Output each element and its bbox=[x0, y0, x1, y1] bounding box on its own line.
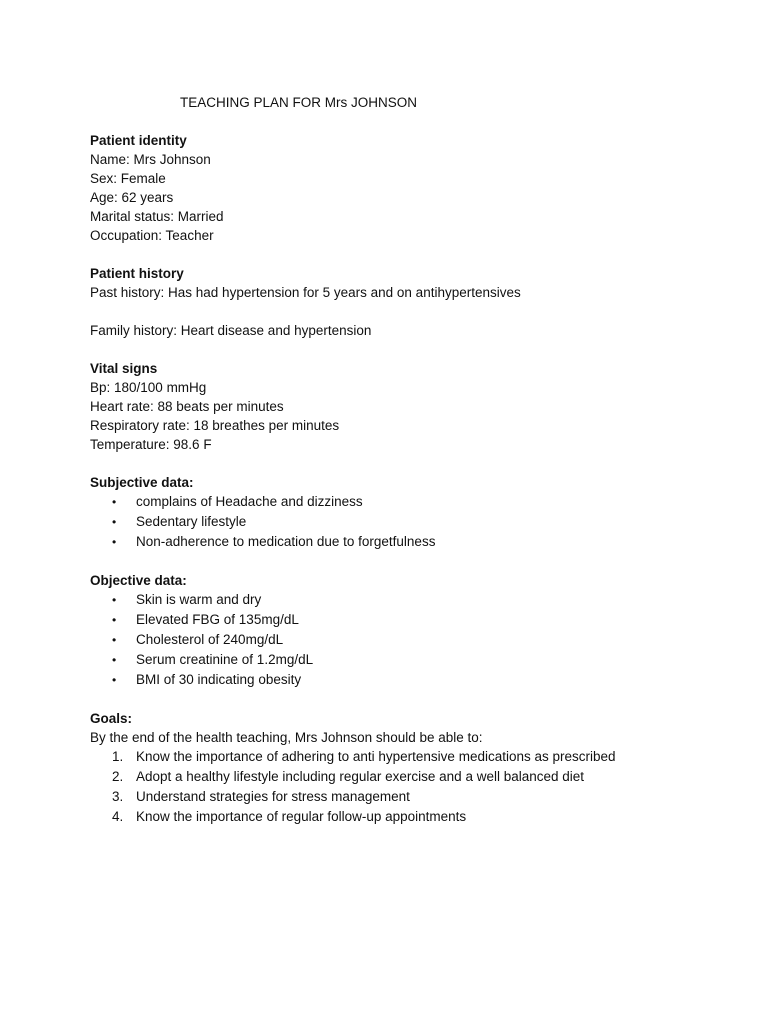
patient-sex: Sex: Female bbox=[90, 171, 166, 186]
patient-marital-status: Marital status: Married bbox=[90, 209, 224, 224]
bullet-icon: • bbox=[112, 515, 117, 529]
patient-name: Name: Mrs Johnson bbox=[90, 152, 211, 167]
list-item-text: Cholesterol of 240mg/dL bbox=[136, 632, 284, 647]
subjective-data-heading: Subjective data: bbox=[90, 475, 194, 490]
goals-list bbox=[90, 747, 730, 827]
patient-identity-heading: Patient identity bbox=[90, 133, 187, 148]
objective-data-heading: Objective data: bbox=[90, 573, 187, 588]
list-item bbox=[90, 532, 730, 552]
list-item bbox=[90, 767, 730, 787]
list-item-text: Understand strategies for stress management bbox=[136, 789, 410, 804]
document-title: TEACHING PLAN FOR Mrs JOHNSON bbox=[180, 95, 418, 110]
past-history: Past history: Has had hypertension for 5 years and on antihypertensives bbox=[90, 285, 521, 300]
list-item bbox=[90, 650, 730, 670]
patient-history-heading: Patient history bbox=[90, 266, 184, 281]
spacer bbox=[90, 454, 730, 473]
list-number: 4. bbox=[112, 809, 124, 824]
list-number: 3. bbox=[112, 789, 124, 804]
list-item bbox=[90, 590, 730, 610]
bullet-icon: • bbox=[112, 653, 117, 667]
spacer bbox=[90, 690, 730, 709]
goals-intro: By the end of the health teaching, Mrs Johnson should be able to: bbox=[90, 730, 483, 745]
list-item-text: Elevated FBG of 135mg/dL bbox=[136, 612, 299, 627]
list-item-text: Skin is warm and dry bbox=[136, 592, 262, 607]
bullet-icon: • bbox=[112, 535, 117, 549]
list-item bbox=[90, 670, 730, 690]
list-item-text: Know the importance of regular follow-up appointments bbox=[136, 809, 467, 824]
patient-occupation: Occupation: Teacher bbox=[90, 228, 214, 243]
spacer bbox=[90, 245, 730, 264]
vital-heart-rate: Heart rate: 88 beats per minutes bbox=[90, 399, 284, 414]
list-item bbox=[90, 610, 730, 630]
list-number: 2. bbox=[112, 769, 124, 784]
list-item bbox=[90, 807, 730, 827]
spacer bbox=[90, 552, 730, 571]
bullet-icon: • bbox=[112, 593, 117, 607]
document-body bbox=[90, 131, 730, 827]
vital-signs-heading: Vital signs bbox=[90, 361, 158, 376]
patient-age: Age: 62 years bbox=[90, 190, 174, 205]
list-item-text: Serum creatinine of 1.2mg/dL bbox=[136, 652, 314, 667]
vital-bp: Bp: 180/100 mmHg bbox=[90, 380, 207, 395]
list-number: 1. bbox=[112, 749, 124, 764]
family-history: Family history: Heart disease and hypertension bbox=[90, 323, 372, 338]
list-item bbox=[90, 747, 730, 767]
list-item-text: complains of Headache and dizziness bbox=[136, 494, 363, 509]
bullet-icon: • bbox=[112, 673, 117, 687]
bullet-icon: • bbox=[112, 613, 117, 627]
list-item bbox=[90, 787, 730, 807]
list-item-text: Non-adherence to medication due to forgetfulness bbox=[136, 534, 436, 549]
subjective-data-list bbox=[90, 492, 730, 552]
list-item-text: BMI of 30 indicating obesity bbox=[136, 672, 302, 687]
spacer bbox=[90, 340, 730, 359]
list-item bbox=[90, 512, 730, 532]
list-item-text: Sedentary lifestyle bbox=[136, 514, 247, 529]
bullet-icon: • bbox=[112, 495, 117, 509]
vital-respiratory-rate: Respiratory rate: 18 breathes per minutes bbox=[90, 418, 340, 433]
goals-heading: Goals: bbox=[90, 711, 133, 726]
list-item-text: Adopt a healthy lifestyle including regular exercise and a well balanced diet bbox=[136, 769, 585, 784]
bullet-icon: • bbox=[112, 633, 117, 647]
list-item bbox=[90, 630, 730, 650]
vital-temperature: Temperature: 98.6 F bbox=[90, 437, 212, 452]
list-item-text: Know the importance of adhering to anti hypertensive medications as prescribed bbox=[136, 749, 616, 764]
list-item bbox=[90, 492, 730, 512]
objective-data-list bbox=[90, 590, 730, 690]
spacer bbox=[90, 302, 730, 321]
